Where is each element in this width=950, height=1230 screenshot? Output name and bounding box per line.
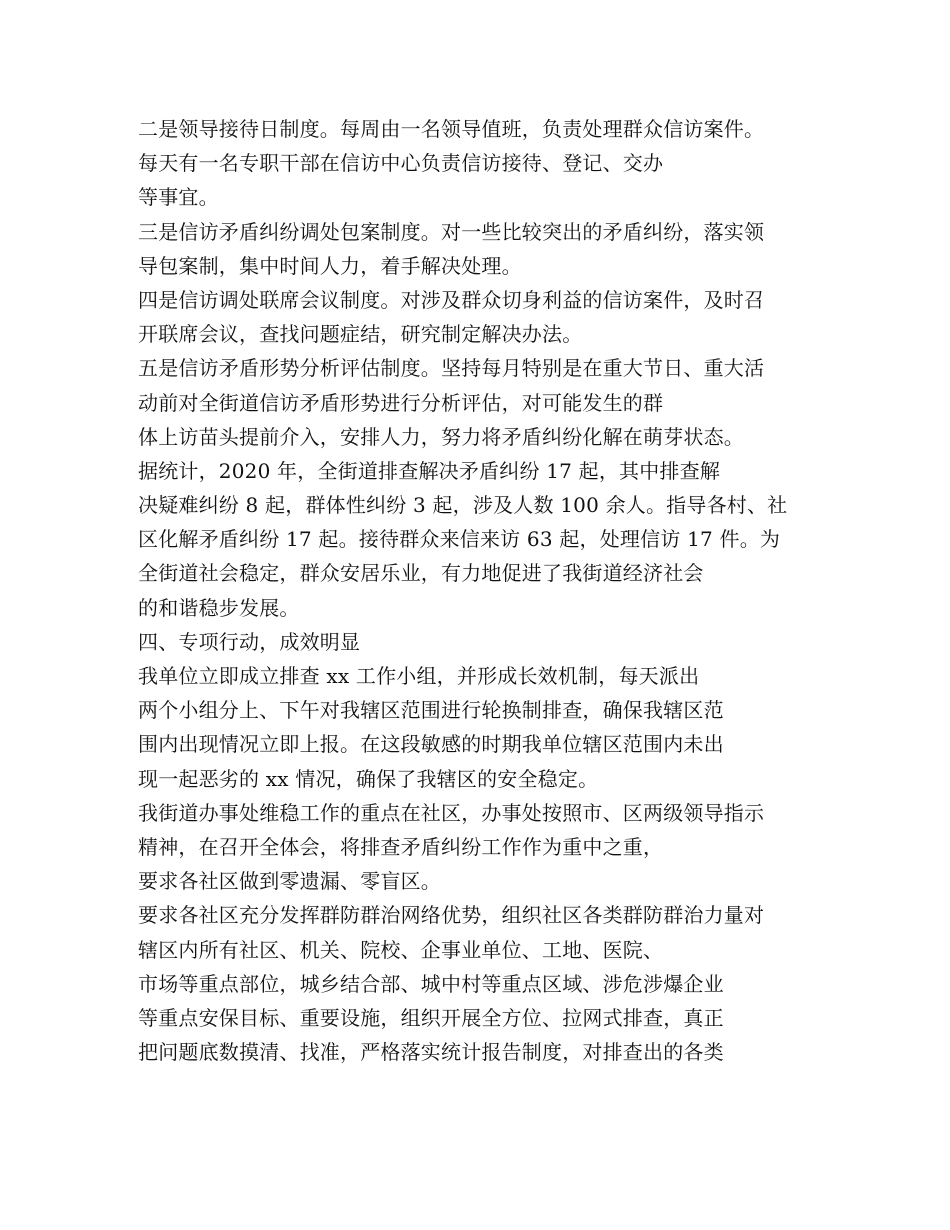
text-line: 我街道办事处维稳工作的重点在社区，办事处按照市、区两级领导指示 [138, 800, 765, 825]
text-line: 等事宜。 [138, 185, 219, 210]
text-line: 辖区内所有社区、机关、院校、企事业单位、工地、医院、 [138, 937, 664, 962]
text-line: 市场等重点部位，城乡结合部、城中村等重点区域、涉危涉爆企业 [138, 971, 724, 996]
text-line: 围内出现情况立即上报。在这段敏感的时期我单位辖区范围内未出 [138, 732, 724, 757]
text-line: 我单位立即成立排查 xx 工作小组，并形成长效机制，每天派出 [138, 664, 700, 688]
text-line: 把问题底数摸清、找准，严格落实统计报告制度，对排查出的各类 [138, 1040, 724, 1065]
text-line: 区化解矛盾纠纷 17 起。接待群众来信来访 63 起，处理信访 17 件。为 [138, 527, 781, 552]
text-line: 的和谐稳步发展。 [138, 595, 300, 620]
text-line: 动前对全街道信访矛盾形势进行分析评估，对可能发生的群 [138, 390, 664, 415]
text-line: 等重点安保目标、重要设施，组织开展全方位、拉网式排查，真正 [138, 1005, 724, 1030]
text-line: 要求各社区充分发挥群防群治网络优势，组织社区各类群防群治力量对 [138, 903, 765, 928]
text-line: 二是领导接待日制度。每周由一名领导值班，负责处理群众信访案件。 [138, 117, 765, 141]
text-line: 现一起恶劣的 xx 情况，确保了我辖区的安全稳定。 [138, 766, 599, 791]
text-line: 每天有一名专职干部在信访中心负责信访接待、登记、交办 [138, 151, 664, 176]
text-line: 决疑难纠纷 8 起，群体性纠纷 3 起，涉及人数 100 余人。指导各村、社 [138, 493, 788, 518]
text-line: 精神，在召开全体会，将排查矛盾纠纷工作作为重中之重， [138, 834, 664, 859]
text-line: 体上访苗头提前介入，安排人力，努力将矛盾纠纷化解在萌芽状态。 [138, 424, 744, 449]
text-line: 五是信访矛盾形势分析评估制度。坚持每月特别是在重大节日、重大活 [138, 356, 765, 381]
text-line: 全街道社会稳定，群众安居乐业，有力地促进了我街道经济社会 [138, 561, 704, 586]
text-line: 三是信访矛盾纠纷调处包案制度。对一些比较突出的矛盾纠纷，落实领 [138, 219, 765, 244]
document-body [138, 112, 828, 1069]
text-line: 据统计，2020 年，全街道排查解决矛盾纠纷 17 起，其中排查解 [138, 458, 721, 483]
section-heading: 四、专项行动，成效明显 [138, 629, 361, 654]
text-line: 四是信访调处联席会议制度。对涉及群众切身利益的信访案件，及时召 [138, 287, 765, 312]
text-line: 两个小组分上、下午对我辖区范围进行轮换制排查，确保我辖区范 [138, 698, 724, 723]
text-line: 开联席会议，查找问题症结，研究制定解决办法。 [138, 322, 583, 347]
text-line: 要求各社区做到零遗漏、零盲区。 [138, 869, 441, 894]
text-line: 导包案制，集中时间人力，着手解决处理。 [138, 253, 522, 278]
